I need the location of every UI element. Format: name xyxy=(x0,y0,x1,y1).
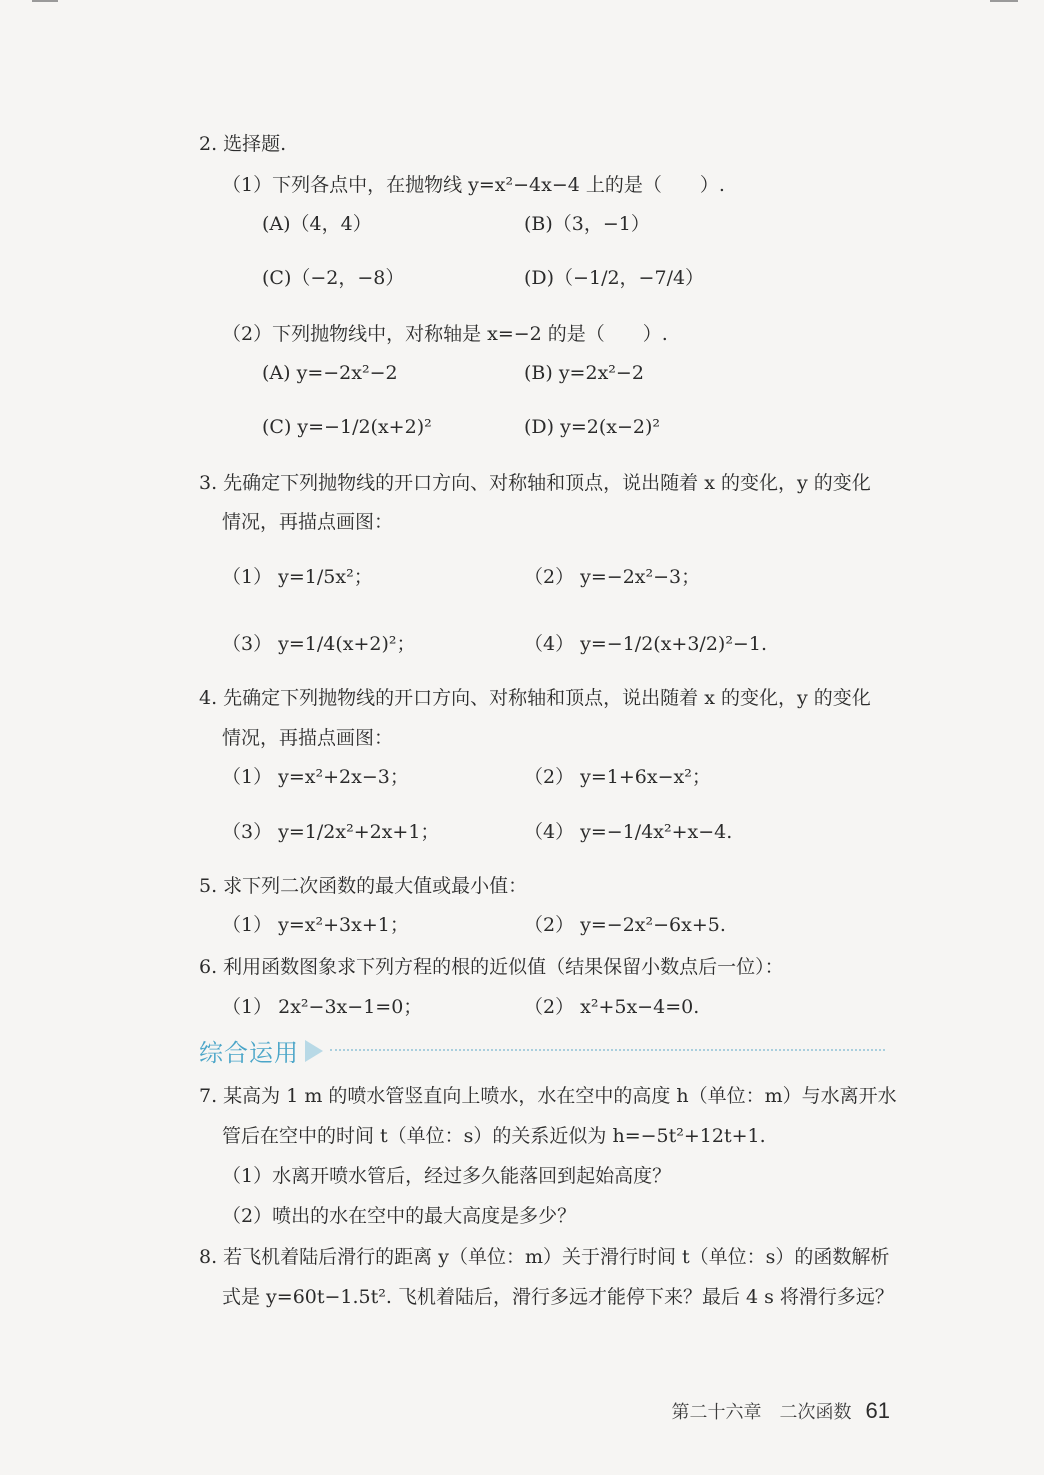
q7-line1: 7. 某高为 1 m 的喷水管竖直向上喷水，水在空中的高度 h（单位：m）与水离开水 xyxy=(199,1085,897,1107)
page-footer xyxy=(672,1398,890,1424)
top-left-crop-mark xyxy=(32,0,58,2)
q4-item2: （2） y=1+6x−x²； xyxy=(524,766,711,788)
q2-part2-option-b: (B) y=2x²−2 xyxy=(524,362,644,384)
q8-line1: 8. 若飞机着陆后滑行的距离 y（单位：m）关于滑行时间 t（单位：s）的函数解析 xyxy=(199,1246,890,1268)
q5-line1: 5. 求下列二次函数的最大值或最小值： xyxy=(199,875,528,897)
q3-item1: （1） y=1/5x²； xyxy=(222,566,373,588)
q2-part1-stem: （1）下列各点中，在抛物线 y=x²−4x−4 上的是（ ）. xyxy=(222,174,725,196)
q4-line1: 4. 先确定下列抛物线的开口方向、对称轴和顶点，说出随着 x 的变化，y 的变化 xyxy=(199,687,871,709)
q2-part1-option-a: (A)（4，4） xyxy=(262,213,372,235)
section-dotted-rule xyxy=(330,1049,885,1051)
q4-line2: 情况，再描点画图： xyxy=(222,727,394,749)
section-title: 综合运用 xyxy=(199,1039,299,1067)
section-header xyxy=(199,1033,323,1068)
q6-item2: （2） x²+5x−4=0. xyxy=(524,996,700,1018)
q7-line2: 管后在空中的时间 t（单位：s）的关系近似为 h=−5t²+12t+1. xyxy=(222,1125,766,1147)
q3-item3: （3） y=1/4(x+2)²； xyxy=(222,633,416,655)
q6-line1: 6. 利用函数图象求下列方程的根的近似值（结果保留小数点后一位）： xyxy=(199,956,784,978)
q3-line2: 情况，再描点画图： xyxy=(222,511,394,533)
q7-item2: （2）喷出的水在空中的最大高度是多少？ xyxy=(222,1205,577,1227)
q2-part2-stem: （2）下列抛物线中，对称轴是 x=−2 的是（ ）. xyxy=(222,323,668,345)
q2-part2-option-a: (A) y=−2x²−2 xyxy=(262,362,398,384)
q2-part1-option-c: (C)（−2，−8） xyxy=(262,267,405,289)
q3-item2: （2） y=−2x²−3； xyxy=(524,566,701,588)
q8-line2: 式是 y=60t−1.5t². 飞机着陆后，滑行多远才能停下来？最后 4 s 将滑行多远？ xyxy=(222,1286,894,1308)
q2-part1-option-d: (D)（−1/2，−7/4） xyxy=(524,267,705,289)
chapter-label: 第二十六章 二次函数 xyxy=(671,1402,852,1423)
q4-item3: （3） y=1/2x²+2x+1； xyxy=(222,821,440,843)
q4-item4: （4） y=−1/4x²+x−4. xyxy=(524,821,733,843)
page-number: 61 xyxy=(865,1398,890,1423)
top-right-crop-mark xyxy=(990,0,1018,2)
q3-line1: 3. 先确定下列抛物线的开口方向、对称轴和顶点，说出随着 x 的变化，y 的变化 xyxy=(199,472,871,494)
q6-item1: （1） 2x²−3x−1=0； xyxy=(222,996,423,1018)
q5-item2: （2） y=−2x²−6x+5. xyxy=(524,914,726,936)
q2-part1-option-b: (B)（3，−1） xyxy=(524,213,650,235)
q7-item1: （1）水离开喷水管后，经过多久能落回到起始高度？ xyxy=(222,1165,672,1187)
q2-title: 2. 选择题. xyxy=(199,133,287,155)
q2-part2-option-d: (D) y=2(x−2)² xyxy=(524,416,661,438)
q4-item1: （1） y=x²+2x−3； xyxy=(222,766,409,788)
q5-item1: （1） y=x²+3x+1； xyxy=(222,914,409,936)
section-arrow-icon xyxy=(305,1040,323,1062)
q3-item4: （4） y=−1/2(x+3/2)²−1. xyxy=(524,633,767,655)
q2-part2-option-c: (C) y=−1/2(x+2)² xyxy=(262,416,432,438)
